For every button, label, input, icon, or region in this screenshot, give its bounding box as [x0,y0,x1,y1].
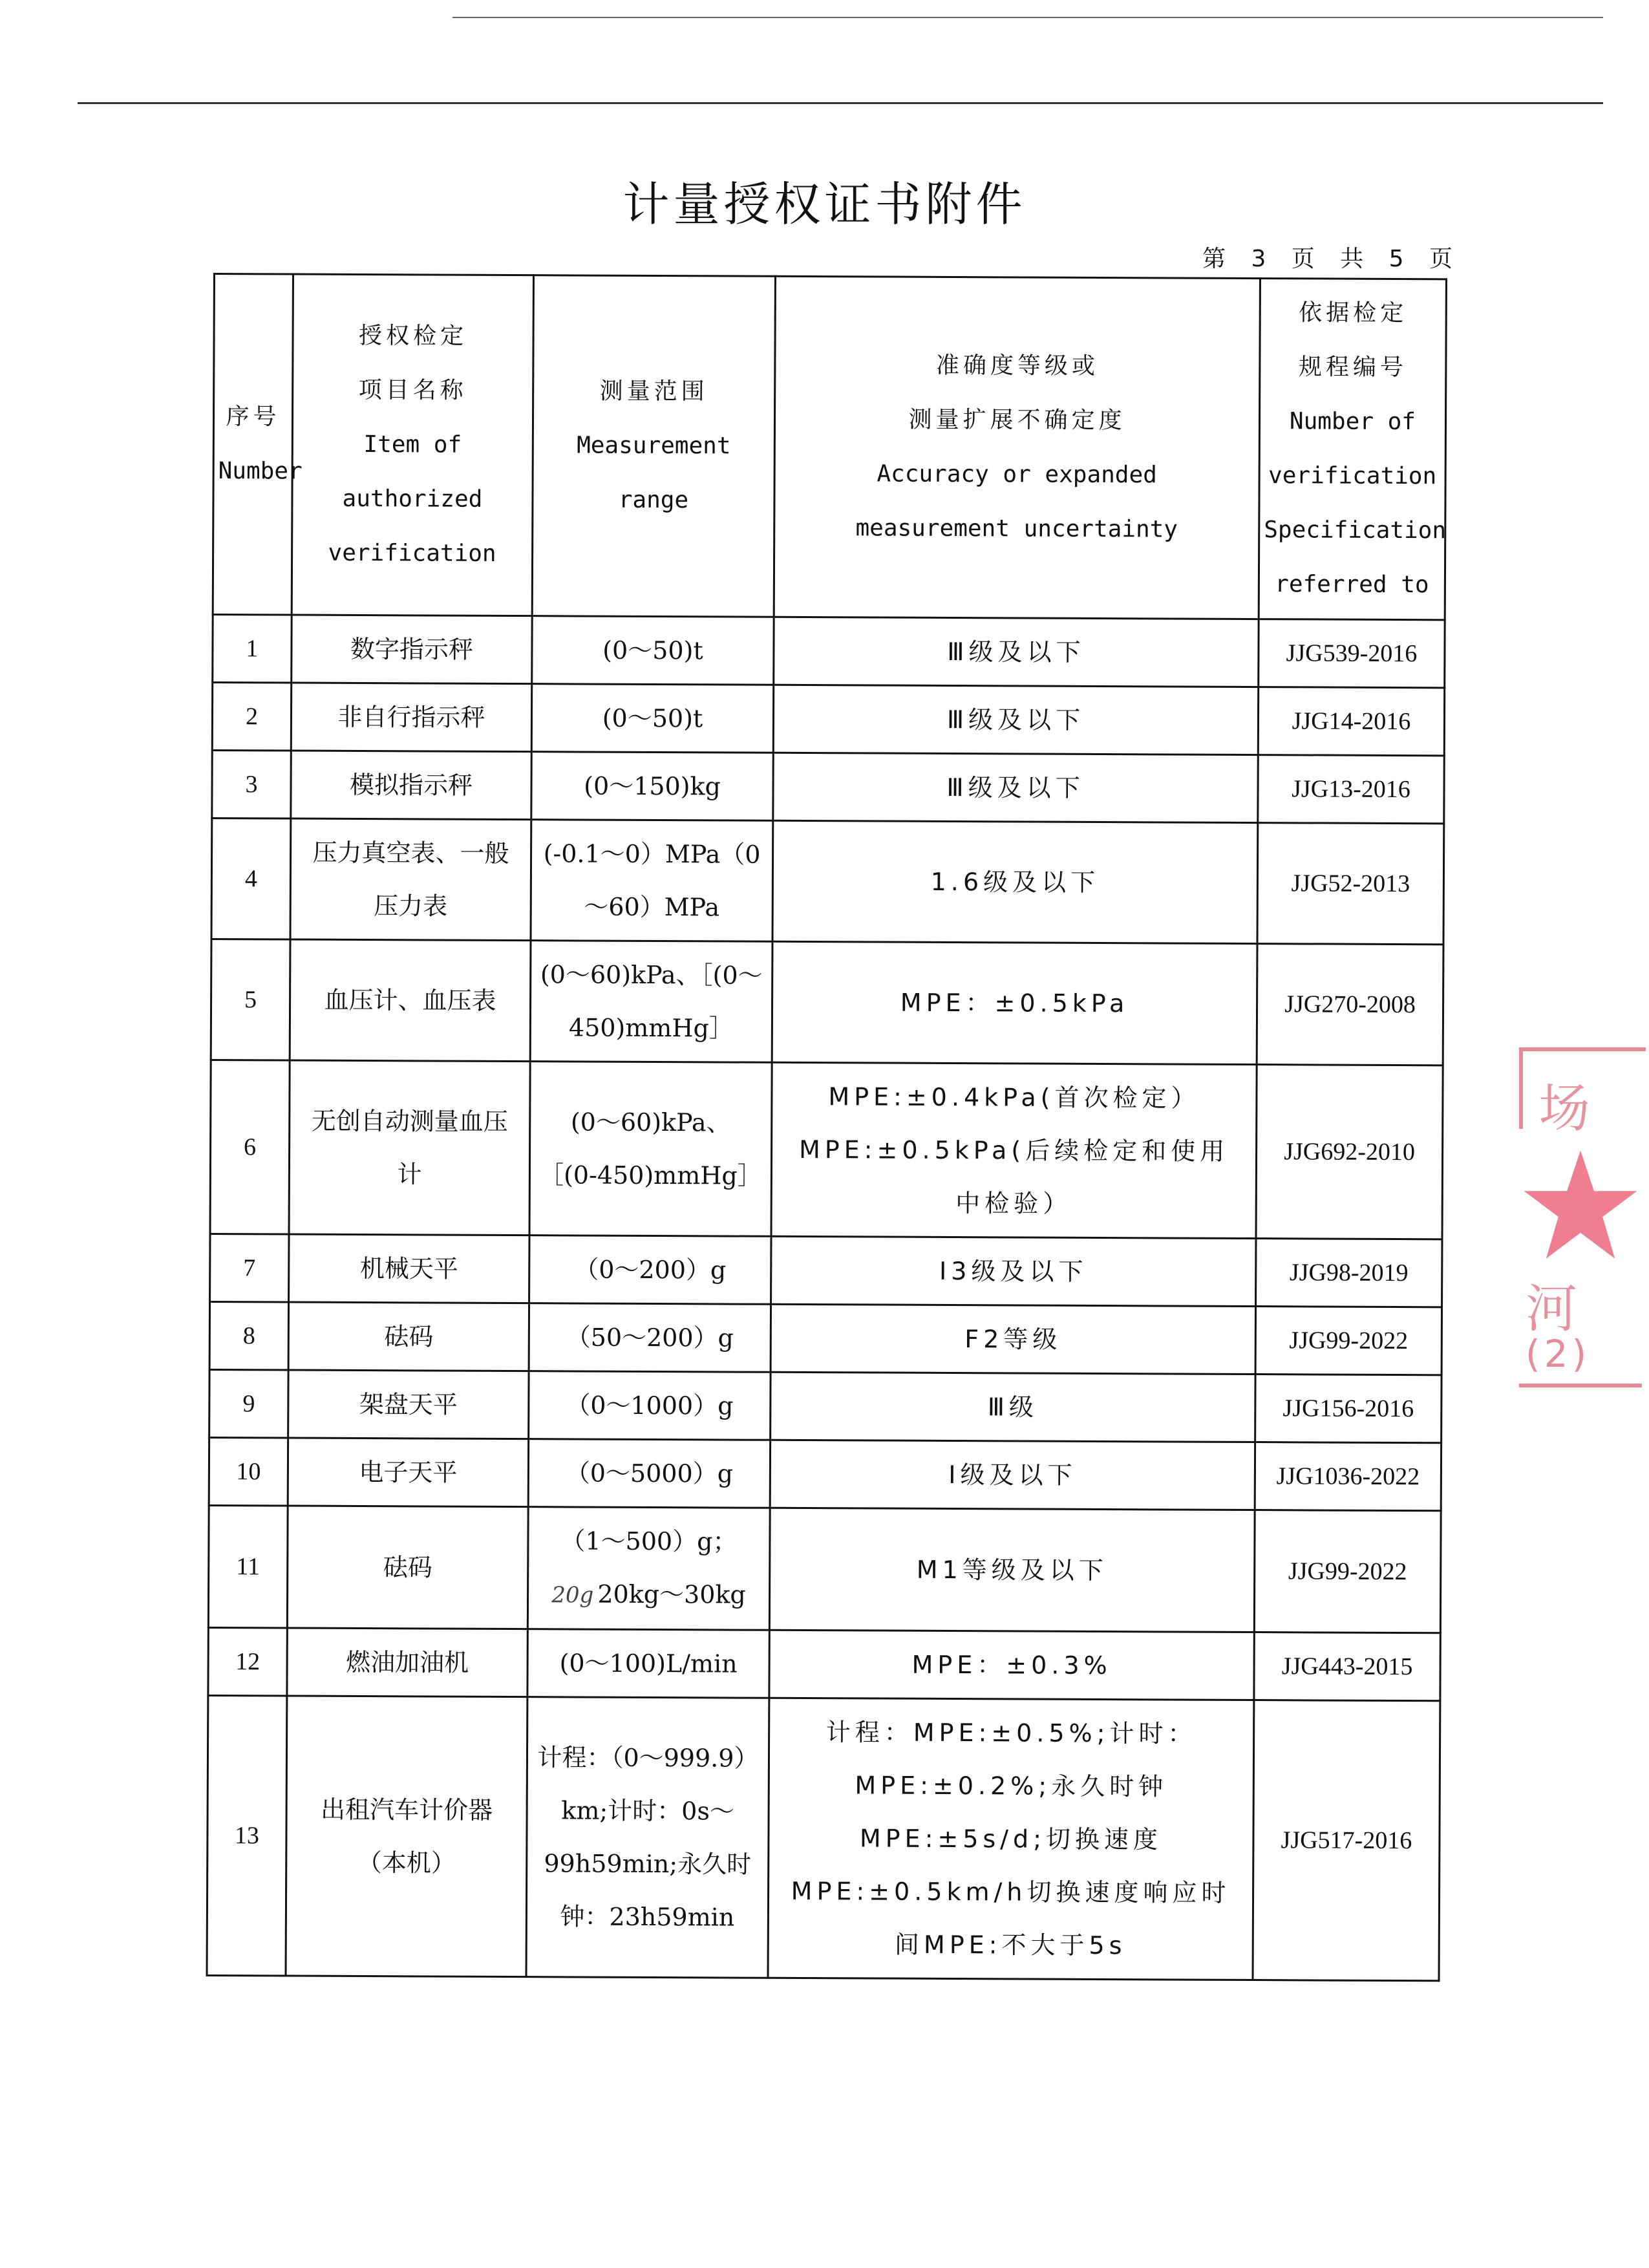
cell-line: 砝码 [383,1553,432,1582]
row-number: 13 [207,1695,287,1976]
item-name-cell [287,1506,528,1629]
measurement-range-cell [531,684,773,753]
cell-line: （50～200）g [566,1323,734,1353]
item-name-cell [290,818,531,941]
accuracy-cell [773,685,1258,754]
cell-line: 计程：MPE:±0.5%;计时： [825,1718,1197,1748]
cell-line: （0～200）g [574,1255,727,1285]
accuracy-cell [774,617,1259,687]
cell-line: ［(0-450)mmHg］ [538,1161,762,1190]
accuracy-cell [771,1372,1255,1442]
cell-line: Number of [1289,408,1416,436]
row-number: 4 [211,818,291,939]
table-row [212,683,1444,756]
cell-line: Ⅰ3级及以下 [939,1256,1088,1286]
item-name-cell [291,751,531,820]
table-row [211,818,1444,944]
cell-line: （0～5000）g [565,1459,734,1488]
cell-line: 项目名称 [358,376,467,404]
accuracy-cell [772,820,1258,943]
cell-line: 非自行指示秤 [337,702,485,732]
item-name-cell [289,1234,529,1303]
cell-line: (0～150)kg [584,771,721,801]
cell-line: ～60）MPa [584,892,720,922]
cell-line: 出租汽车计价器 [321,1795,493,1824]
document-title: 计量授权证书附件 [622,177,1027,231]
cell-line: 序号 [226,403,281,431]
row-number: 1 [213,615,292,683]
measurement-range-cell [527,1629,769,1698]
measurement-range-cell [529,1371,771,1440]
item-name-cell [287,1628,527,1697]
header-item-name [292,274,533,616]
row-number: 12 [208,1627,287,1696]
specification-code: JJG443-2015 [1254,1632,1440,1701]
measurement-range-cell [528,1439,770,1508]
cell-line: MPE:±0.2%;永久时钟 [855,1771,1168,1801]
cell-line: (0～50)t [602,636,703,665]
table-row [207,1695,1440,1980]
cell-line: Ⅲ级及以下 [947,637,1085,667]
cell-line: 1.6级及以下 [930,867,1100,897]
cell-line: Ⅲ级及以下 [946,773,1085,802]
cell-line: 模拟指示秤 [349,770,473,800]
cell-line: MPE：±0.3% [911,1650,1112,1680]
item-name-cell [288,1370,529,1439]
item-name-cell [288,1302,529,1371]
cell-line: (-0.1～0）MPa（0 [543,839,761,869]
table-row [208,1627,1440,1700]
row-number: 3 [212,750,291,818]
table-body [207,615,1445,1981]
red-official-seal [1513,1047,1649,1384]
cell-line: km;计时：0s～ [561,1796,734,1826]
cell-line: verification [1268,462,1437,490]
cell-line: 间MPE:不大于5s [894,1930,1127,1960]
cell-line: (0～60)kPa、［(0～ [540,960,763,990]
item-name-cell [292,615,532,684]
table-row [209,1301,1442,1375]
table-header-row [213,274,1446,620]
specification-code: JJG1036-2022 [1255,1442,1441,1511]
table-row [210,1060,1443,1239]
item-name-cell [289,1060,530,1236]
measurement-range-cell [527,1507,770,1631]
cell-line: 授权检定 [358,322,468,350]
row-number: 5 [211,939,290,1060]
measurement-range-cell [526,1697,769,1978]
specification-code: JJG517-2016 [1253,1700,1440,1981]
item-name-cell [286,1696,527,1977]
cell-line: 测量扩展不确定度 [908,406,1126,434]
cell-line: 钟：23h59min [560,1902,735,1932]
cell-line: 数字指示秤 [350,634,474,664]
specification-code: JJG692-2010 [1256,1065,1443,1239]
cell-line: measurement uncertainty [855,515,1178,543]
accuracy-cell [769,1508,1255,1632]
cell-line: Specification [1264,517,1447,544]
cell-line: 电子天平 [359,1458,458,1487]
specification-code: JJG14-2016 [1258,687,1444,756]
specification-code: JJG156-2016 [1255,1375,1442,1443]
item-name-cell [291,683,531,752]
cell-line: referred to [1275,571,1429,599]
measurement-range-cell [531,752,773,821]
table-row [213,615,1445,688]
specification-code: JJG270-2008 [1257,944,1443,1065]
cell-line: 99h59min;永久时 [544,1849,752,1879]
seal-border-bottom [1519,1384,1642,1387]
cell-line: （1～500）g； [560,1526,738,1556]
cell-line: M1等级及以下 [916,1555,1108,1585]
range-text: 20kg～30kg [597,1579,746,1609]
cell-line: MPE:±5s/d;切换速度 [859,1824,1163,1854]
header-rule [78,102,1603,104]
header-number [213,274,303,615]
table-row [212,750,1444,823]
table-row [210,1234,1442,1307]
cell-line: MPE:±0.5km/h切换速度响应时 [791,1876,1231,1907]
cell-line: Ⅲ级 [987,1393,1039,1422]
row-number: 8 [209,1301,288,1370]
cell-line: MPE:±0.4kPa(首次检定） [828,1082,1200,1113]
cell-line: (0～100)L/min [559,1649,738,1678]
accuracy-cell [771,1236,1256,1306]
authorization-table [206,273,1447,1982]
row-number: 2 [212,683,291,751]
cell-line: 砝码 [384,1322,434,1351]
cell-line: verification [328,539,496,567]
row-number: 6 [210,1060,290,1234]
cell-line: Number [218,458,303,485]
accuracy-cell [769,1630,1254,1700]
accuracy-cell [771,1304,1255,1374]
cell-line: Measurement range [577,432,731,514]
cell-line: 压力表 [374,892,448,921]
measurement-range-cell [532,616,774,685]
cell-line: MPE:±0.5kPa(后续检定和使用 [798,1135,1229,1166]
row-number: 9 [209,1369,288,1438]
cell-line: （0～1000）g [566,1391,734,1420]
cell-line: 依据检定 [1299,299,1408,327]
cell-line: (0～50)t [602,703,703,733]
measurement-range-cell [531,820,773,942]
row-number: 11 [208,1505,288,1628]
accuracy-cell [771,1062,1257,1238]
cell-line: Accuracy or expanded [877,460,1157,489]
star-icon [1519,1144,1642,1270]
specification-code: JJG52-2013 [1257,823,1444,945]
item-name-cell [288,1438,528,1507]
row-number: 10 [209,1437,288,1506]
specification-code: JJG539-2016 [1259,619,1445,688]
cell-line: 计 [397,1160,422,1189]
header-specification [1259,279,1446,620]
seal-text-top: 场 [1538,1078,1590,1139]
table-row [211,939,1443,1065]
item-name-cell [290,939,531,1062]
row-number: 7 [210,1234,289,1302]
cell-line: 计程：（0～999.9） [537,1743,759,1773]
seal-text-bottom: (2) [1526,1332,1591,1376]
table-row [208,1505,1441,1632]
cell-line: 规程编号 [1298,354,1407,381]
accuracy-cell [768,1698,1254,1980]
cell-line: 燃油加油机 [346,1647,469,1677]
header-measurement-range [532,275,775,617]
seal-text-middle: 河 [1526,1279,1577,1339]
table-row [209,1369,1442,1442]
specification-code: JJG99-2022 [1254,1510,1441,1633]
accuracy-cell [773,753,1258,822]
cell-line: Ⅲ级及以下 [946,705,1085,734]
cell-line [533,1567,765,1623]
cell-line: 架盘天平 [359,1390,458,1419]
cell-line: authorized [342,485,483,513]
header-accuracy [774,276,1260,619]
cell-line: 血压计、血压表 [324,985,496,1015]
measurement-range-cell [529,1062,772,1237]
measurement-range-cell [529,1303,771,1373]
page-indicator: 第 3 页 共 5 页 [1202,246,1462,272]
cell-line: MPE：±0.5kPa [900,988,1129,1018]
cell-line: F2等级 [964,1325,1062,1354]
cell-line: 准确度等级或 [935,352,1099,380]
specification-code: JJG98-2019 [1256,1239,1442,1307]
cell-line: Item of [363,431,462,458]
measurement-range-cell [530,941,772,1063]
handwritten-note: 20g [551,1582,594,1609]
cell-line: (0～60)kPa、 [570,1107,731,1137]
cell-line: 450)mmHg］ [568,1013,734,1043]
specification-code: JJG13-2016 [1258,755,1444,824]
accuracy-cell [772,941,1257,1064]
specification-code: JJG99-2022 [1255,1307,1442,1375]
cell-line: Ⅰ级及以下 [948,1460,1077,1490]
accuracy-cell [770,1440,1255,1510]
cell-line: （本机） [357,1848,456,1878]
scan-edge-line [452,17,1603,18]
cell-line: 无创自动测量血压 [311,1106,508,1137]
cell-line: 压力真空表、一般 [312,838,509,868]
table-row [209,1437,1441,1510]
cell-line: 机械天平 [359,1254,458,1283]
cell-line: 测量范围 [599,378,708,405]
cell-line: 中检验） [955,1189,1072,1218]
measurement-range-cell [529,1236,771,1305]
